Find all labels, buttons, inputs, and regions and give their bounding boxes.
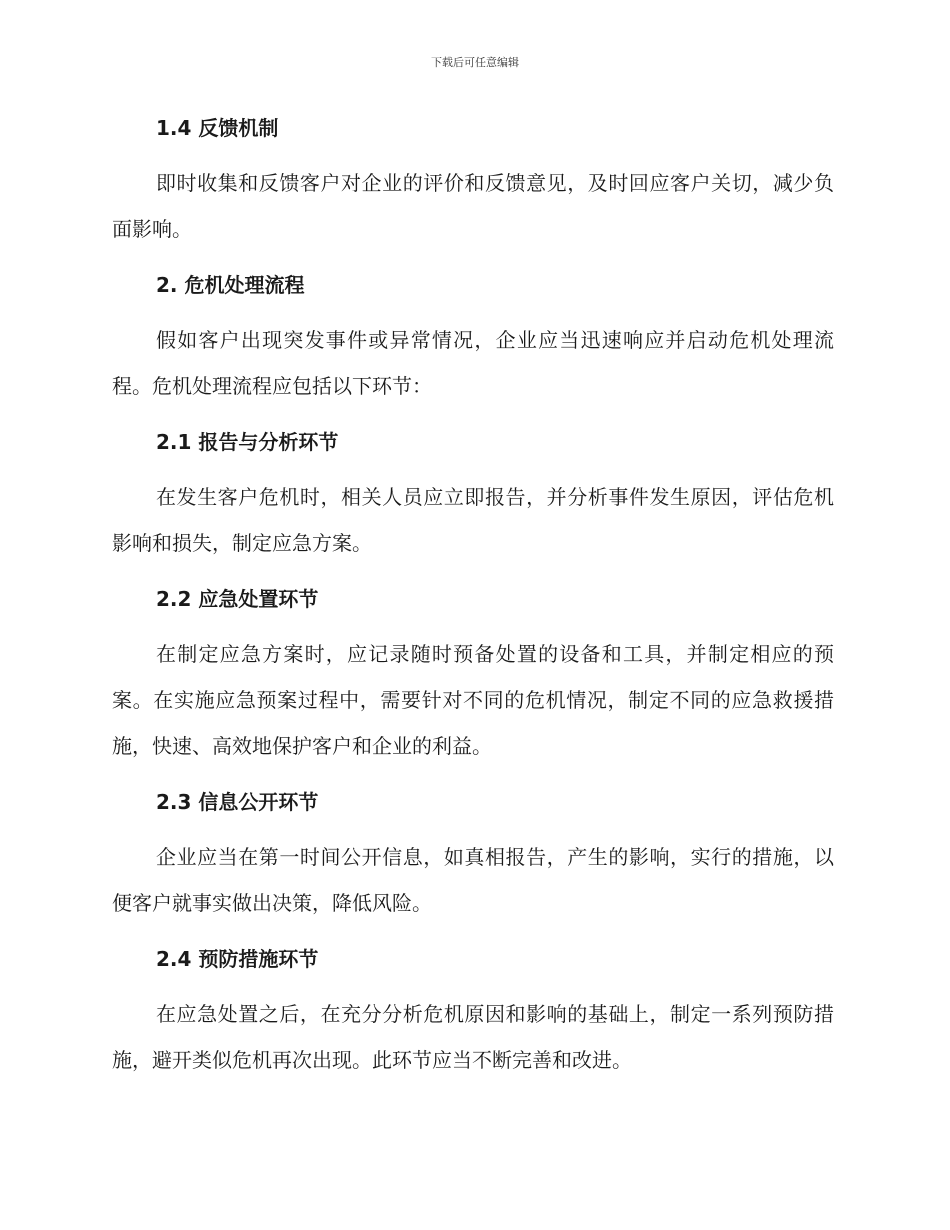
section-paragraph: 在应急处置之后，在充分分析危机原因和影响的基础上，制定一系列预防措施，避开类似危机再次出现。此环节应当不断完善和改进。 [112,1002,834,1072]
section-heading: 2.1 报告与分析环节 [156,430,339,454]
section-heading: 2.4 预防措施环节 [156,947,319,971]
section-heading: 2.2 应急处置环节 [156,587,319,611]
page-header: 下载后可任意编辑 [431,56,519,69]
section-heading: 1.4 反馈机制 [156,116,279,140]
section-paragraph: 企业应当在第一时间公开信息，如真相报告，产生的影响，实行的措施，以便客户就事实做出决策，降低风险。 [112,845,834,915]
section-paragraph: 在制定应急方案时，应记录随时预备处置的设备和工具，并制定相应的预案。在实施应急预案过程中，需要针对不同的危机情况，制定不同的应急救援措施，快速、高效地保护客户和企业的利益。 [112,642,834,758]
section-heading: 2. 危机处理流程 [156,273,305,297]
section-heading: 2.3 信息公开环节 [156,790,319,814]
document-body [112,108,834,1083]
section-paragraph: 即时收集和反馈客户对企业的评价和反馈意见，及时回应客户关切，减少负面影响。 [112,171,834,241]
section-paragraph: 假如客户出现突发事件或异常情况，企业应当迅速响应并启动危机处理流程。危机处理流程应包括以下环节： [112,328,834,398]
section-paragraph: 在发生客户危机时，相关人员应立即报告，并分析事件发生原因，评估危机影响和损失，制定应急方案。 [112,485,834,555]
